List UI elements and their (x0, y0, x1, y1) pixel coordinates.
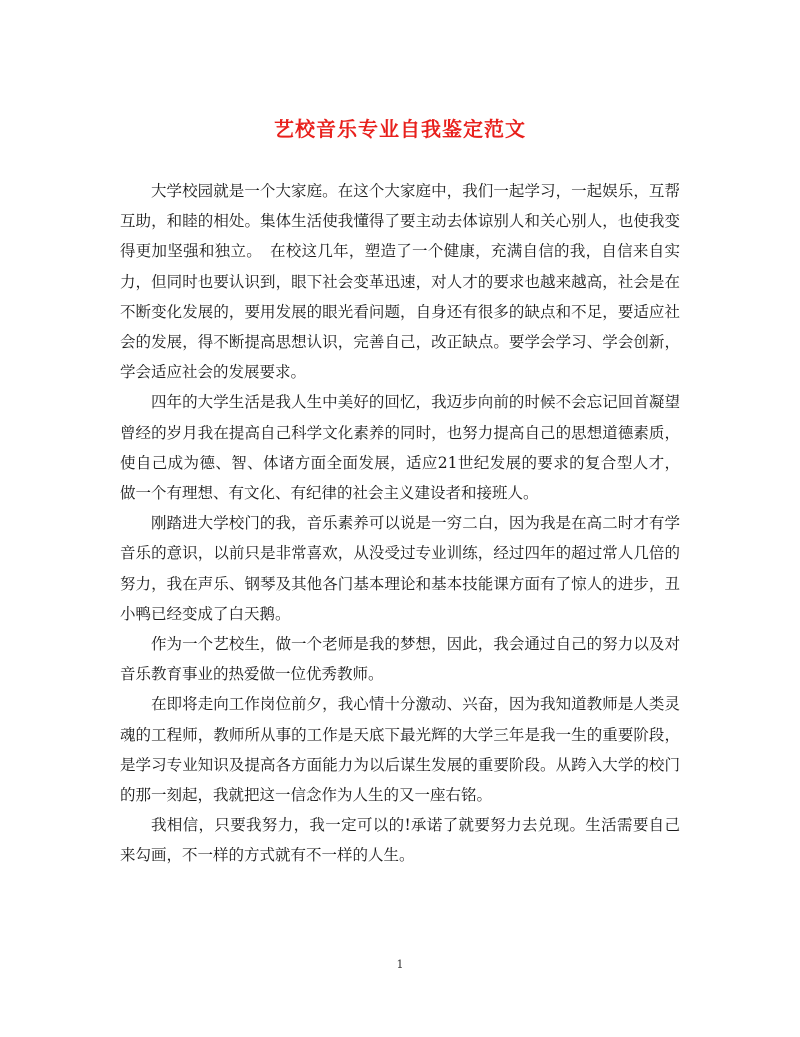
paragraph-2: 四年的大学生活是我人生中美好的回忆，我迈步向前的时候不会忘记回首凝望曾经的岁月我在提高自己科学文化素养的同时，也努力提高自己的思想道德素质，使自己成为德、智、体诸方面全面发展，适应21世纪发展的要求的复合型人才，做一个有理想、有文化、有纪律的社会主义建设者和接班人。 (120, 393, 680, 503)
paragraph-1: 大学校园就是一个大家庭。在这个大家庭中，我们一起学习，一起娱乐，互帮互助，和睦的相处。集体生活使我懂得了要主动去体谅别人和关心别人，也使我变得更加坚强和独立。 在校这几年，塑造了一个健康，充满自信的我，自信来自实力，但同时也要认识到，眼下社会变革迅速，对人才的要求也越来越高，社会是在不断变化发展的，要用发展的眼光看问题，自身还有很多的缺点和不足，要适应社会的发展，得不断提高思想认识，完善自己，改正缺点。要学会学习、学会创新，学会适应社会的发展要求。 (120, 182, 680, 382)
document-body (120, 176, 680, 871)
paragraph-5: 在即将走向工作岗位前夕，我心情十分激动、兴奋，因为我知道教师是人类灵魂的工程师，教师所从事的工作是天底下最光辉的大学三年是我一生的重要阶段，是学习专业知识及提高各方面能力为以后谋生发展的重要阶段。从跨入大学的校门的那一刻起，我就把这一信念作为人生的又一座右铭。 (120, 695, 680, 805)
paragraph-4: 作为一个艺校生，做一个老师是我的梦想，因此，我会通过自己的努力以及对音乐教育事业的热爱做一位优秀教师。 (120, 635, 680, 684)
document-title: 艺校音乐专业自我鉴定范文 (274, 117, 526, 141)
paragraph-3: 刚踏进大学校门的我，音乐素养可以说是一穷二白，因为我是在高二时才有学音乐的意识，以前只是非常喜欢，从没受过专业训练，经过四年的超过常人几倍的努力，我在声乐、钢琴及其他各门基本理论和基本技能课方面有了惊人的进步，丑小鸭已经变成了白天鹅。 (120, 514, 680, 623)
paragraph-6: 我相信，只要我努力，我一定可以的!承诺了就要努力去兑现。生活需要自己来勾画，不一样的方式就有不一样的人生。 (120, 816, 680, 865)
page-number: 1 (396, 958, 404, 971)
